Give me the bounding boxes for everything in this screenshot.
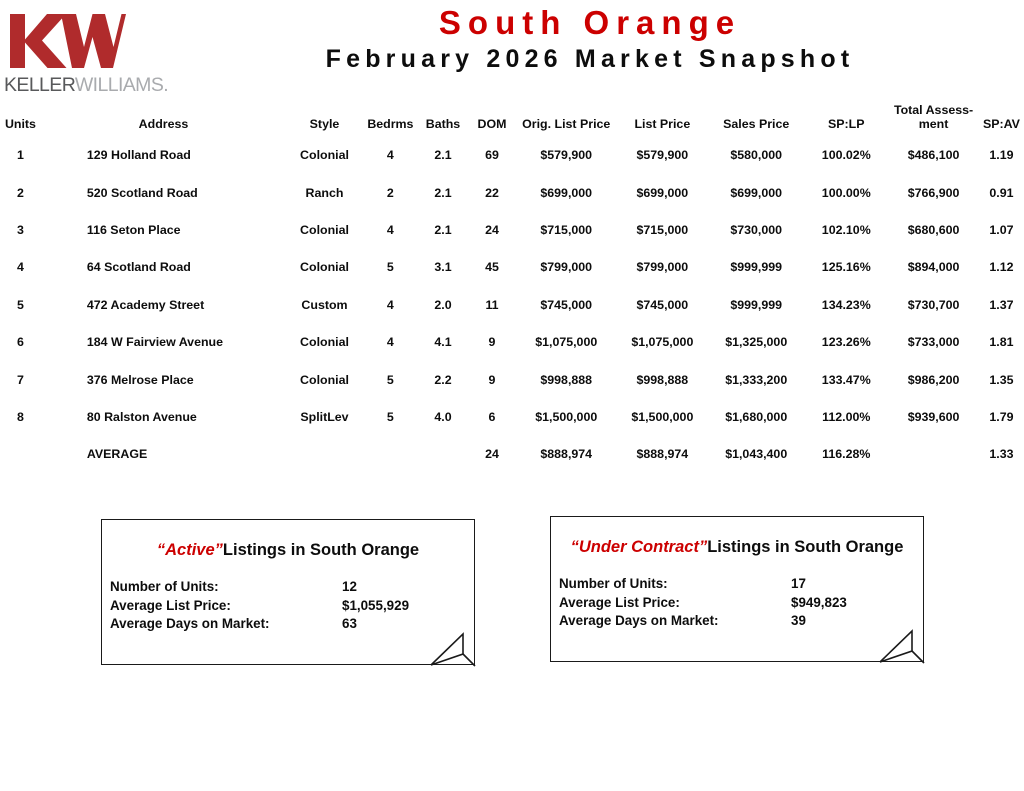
cell-total-assessment: $986,200 (907, 372, 960, 387)
cell-sales-price: $999,999 (730, 297, 783, 312)
cell-units: 7 (16, 372, 24, 387)
cell-bedrms: 2 (386, 185, 394, 200)
table-row (0, 361, 1024, 398)
cell-list-price: $1,500,000 (631, 409, 694, 424)
table-row (0, 399, 1024, 436)
cell-sp-lp: 112.00% (822, 409, 871, 424)
table-header-row (0, 103, 1024, 137)
cell-address: 184 W Fairview Avenue (86, 335, 223, 350)
callout-under-contract-row-avg-list-price (559, 594, 914, 613)
cell-sales-price: $1,043,400 (725, 447, 788, 462)
cell-list-price: $998,888 (636, 372, 689, 387)
cell-baths: 4.0 (434, 409, 452, 424)
col-header-total-assessment-line1: Total Assess- (893, 103, 974, 117)
cell-total-assessment: $730,700 (907, 297, 960, 312)
col-header-total-assessment (888, 103, 979, 137)
cell-sp-av: 1.33 (989, 447, 1014, 462)
cell-orig-list-price: $745,000 (540, 297, 593, 312)
cell-orig-list-price: $998,888 (540, 372, 593, 387)
cell-units: 3 (16, 222, 24, 237)
cell-total-assessment: $939,600 (907, 409, 960, 424)
cell-sales-price: $1,333,200 (725, 372, 788, 387)
cell-bedrms: 4 (386, 335, 394, 350)
cell-style: Colonial (300, 222, 349, 237)
cell-units: 1 (16, 148, 24, 163)
callout-active-status-label: “Active” (156, 541, 223, 559)
callout-under-contract-avg-list-price-label: Average List Price: (559, 594, 680, 610)
callout-under-contract-row-avg-dom (559, 612, 914, 631)
table-row (0, 249, 1024, 286)
cell-sales-price: $730,000 (730, 222, 783, 237)
cell-baths: 2.1 (434, 148, 452, 163)
table-row-average (0, 436, 1024, 473)
cell-baths: 4.1 (434, 335, 452, 350)
callout-active-avg-dom-value: 63 (342, 616, 357, 632)
callout-active-units-value: 12 (342, 579, 357, 594)
folded-corner-icon (430, 632, 476, 666)
cell-orig-list-price: $799,000 (540, 260, 593, 275)
table-row (0, 137, 1024, 174)
wordmark-williams: WILLIAMS. (74, 74, 169, 96)
cell-dom: 24 (485, 222, 499, 237)
callout-active-avg-list-price-value: $1,055,929 (342, 597, 410, 613)
callout-under-contract-listings (550, 516, 924, 662)
callout-under-contract-avg-list-price-value: $949,823 (791, 594, 847, 610)
table-body (0, 137, 1024, 474)
cell-sp-lp: 123.26% (821, 335, 871, 350)
keller-williams-wordmark (4, 74, 168, 97)
cell-sp-av: 1.12 (989, 260, 1014, 275)
cell-sp-av: 1.37 (989, 297, 1014, 312)
cell-orig-list-price: $579,900 (540, 148, 593, 163)
callout-under-contract-status-label: “Under Contract” (570, 538, 708, 556)
cell-sales-price: $699,000 (730, 185, 783, 200)
cell-total-assessment: $486,100 (907, 148, 960, 163)
page-subtitle: February 2026 Market Snapshot (325, 45, 855, 73)
cell-dom: 45 (485, 260, 499, 275)
cell-bedrms: 5 (386, 260, 394, 275)
cell-baths: 2.1 (434, 185, 452, 200)
cell-sp-lp: 125.16% (821, 260, 871, 275)
cell-dom: 9 (488, 335, 496, 350)
cell-style: Colonial (300, 335, 349, 350)
cell-style: Colonial (300, 260, 349, 275)
cell-style: Custom (301, 297, 348, 312)
cell-dom: 9 (488, 372, 496, 387)
cell-sp-av: 0.91 (989, 185, 1014, 200)
cell-orig-list-price: $1,075,000 (535, 335, 598, 350)
col-header-address: Address (138, 117, 189, 131)
col-header-bedrms: Bedrms (367, 117, 414, 131)
callout-active-units-label: Number of Units: (110, 579, 219, 594)
cell-units: 4 (16, 260, 24, 275)
cell-total-assessment: $766,900 (907, 185, 960, 200)
col-header-sp-lp: SP:LP (828, 117, 865, 131)
cell-address: 116 Seton Place (86, 222, 181, 237)
cell-style: Ranch (305, 185, 344, 200)
cell-list-price: $888,974 (636, 447, 689, 462)
cell-style: Colonial (300, 148, 349, 163)
callout-under-contract-title (551, 538, 923, 557)
cell-sp-av: 1.35 (989, 372, 1014, 387)
cell-total-assessment: $733,000 (907, 335, 960, 350)
cell-sp-lp: 133.47% (821, 372, 871, 387)
cell-bedrms: 5 (386, 409, 394, 424)
table-row (0, 212, 1024, 249)
callout-under-contract-rows (551, 575, 923, 631)
listings-table (0, 103, 1024, 474)
table-header (0, 103, 1024, 137)
cell-sp-lp: 116.28% (822, 447, 871, 462)
callout-active-row-avg-list-price (110, 597, 465, 616)
cell-list-price: $699,000 (636, 185, 689, 200)
cell-sales-price: $1,325,000 (725, 335, 788, 350)
cell-bedrms: 5 (386, 372, 394, 387)
cell-sales-price: $1,680,000 (725, 409, 788, 424)
cell-orig-list-price: $715,000 (540, 222, 593, 237)
cell-units: 8 (16, 409, 24, 424)
cell-total-assessment: $680,600 (907, 222, 960, 237)
callout-active-avg-list-price-label: Average List Price: (110, 597, 231, 613)
col-header-sp-av: SP:AV (982, 117, 1020, 131)
callout-under-contract-units-value: 17 (791, 576, 806, 591)
col-header-total-assessment-line2: ment (918, 117, 949, 131)
cell-style (286, 436, 363, 473)
col-header-sales-price: Sales Price (723, 117, 790, 131)
cell-dom: 22 (485, 185, 499, 200)
cell-sp-av: 1.81 (989, 335, 1014, 350)
cell-baths (418, 436, 468, 473)
cell-sales-price: $999,999 (730, 260, 783, 275)
cell-style: SplitLev (300, 409, 349, 424)
cell-sp-lp: 102.10% (821, 222, 871, 237)
callout-under-contract-units-label: Number of Units: (559, 576, 668, 591)
folded-corner-icon (879, 629, 925, 663)
cell-baths: 2.0 (434, 297, 452, 312)
cell-address: 129 Holland Road (86, 148, 191, 163)
cell-sp-lp: 100.00% (821, 185, 871, 200)
wordmark-keller: KELLER (4, 74, 75, 96)
callout-under-contract-title-rest: Listings in South Orange (707, 538, 904, 556)
page-header (0, 0, 1024, 95)
cell-dom: 69 (485, 148, 499, 163)
title-block (156, 4, 1024, 74)
cell-address: 472 Academy Street (86, 297, 205, 312)
cell-sp-av: 1.19 (989, 148, 1014, 163)
cell-units: 5 (16, 297, 24, 312)
cell-orig-list-price: $699,000 (540, 185, 593, 200)
col-header-list-price: List Price (634, 117, 691, 131)
callout-active-avg-dom-label: Average Days on Market: (110, 616, 270, 632)
kw-monogram-icon (6, 14, 126, 68)
table-row (0, 287, 1024, 324)
col-header-baths: Baths (425, 117, 461, 131)
callout-active-rows (102, 578, 474, 634)
callout-active-title (102, 541, 474, 560)
table-row (0, 324, 1024, 361)
page-title: South Orange (438, 4, 742, 41)
callout-active-listings (101, 519, 475, 665)
callout-under-contract-avg-dom-label: Average Days on Market: (559, 613, 719, 629)
callout-active-row-units (110, 578, 465, 597)
cell-address: AVERAGE (86, 447, 148, 462)
col-header-units: Units (4, 117, 36, 131)
col-header-dom: DOM (477, 117, 507, 131)
cell-list-price: $1,075,000 (631, 335, 694, 350)
cell-bedrms (363, 436, 418, 473)
callout-active-title-rest: Listings in South Orange (222, 541, 420, 559)
cell-address: 64 Scotland Road (86, 260, 191, 275)
cell-bedrms: 4 (386, 222, 394, 237)
cell-list-price: $579,900 (636, 148, 689, 163)
cell-sp-lp: 134.23% (821, 297, 871, 312)
callout-active-row-avg-dom (110, 615, 465, 634)
cell-sp-av: 1.79 (989, 409, 1014, 424)
cell-dom: 24 (485, 447, 499, 462)
cell-address: 376 Melrose Place (86, 372, 194, 387)
cell-baths: 2.2 (434, 372, 452, 387)
cell-list-price: $745,000 (636, 297, 689, 312)
callout-under-contract-row-units (559, 575, 914, 594)
table-row (0, 174, 1024, 211)
cell-list-price: $715,000 (636, 222, 689, 237)
cell-bedrms: 4 (386, 297, 394, 312)
keller-williams-logo (4, 14, 169, 96)
cell-total-assessment: $894,000 (907, 260, 960, 275)
cell-sp-av: 1.07 (989, 222, 1014, 237)
cell-units (0, 436, 41, 473)
col-header-orig-list-price: Orig. List Price (522, 117, 611, 131)
cell-list-price: $799,000 (636, 260, 689, 275)
cell-units: 2 (16, 185, 24, 200)
cell-baths: 3.1 (434, 260, 452, 275)
cell-orig-list-price: $1,500,000 (535, 409, 598, 424)
col-header-style: Style (309, 117, 340, 131)
cell-orig-list-price: $888,974 (540, 447, 593, 462)
cell-address: 80 Ralston Avenue (86, 409, 197, 424)
cell-sales-price: $580,000 (730, 148, 783, 163)
cell-units: 6 (16, 335, 24, 350)
cell-dom: 6 (488, 409, 496, 424)
callout-under-contract-avg-dom-value: 39 (791, 613, 806, 629)
cell-baths: 2.1 (434, 222, 452, 237)
cell-sp-lp: 100.02% (821, 148, 871, 163)
cell-address: 520 Scotland Road (86, 185, 198, 200)
cell-style: Colonial (300, 372, 349, 387)
cell-total-assessment (888, 436, 979, 473)
cell-bedrms: 4 (386, 148, 394, 163)
cell-dom: 11 (485, 297, 499, 312)
